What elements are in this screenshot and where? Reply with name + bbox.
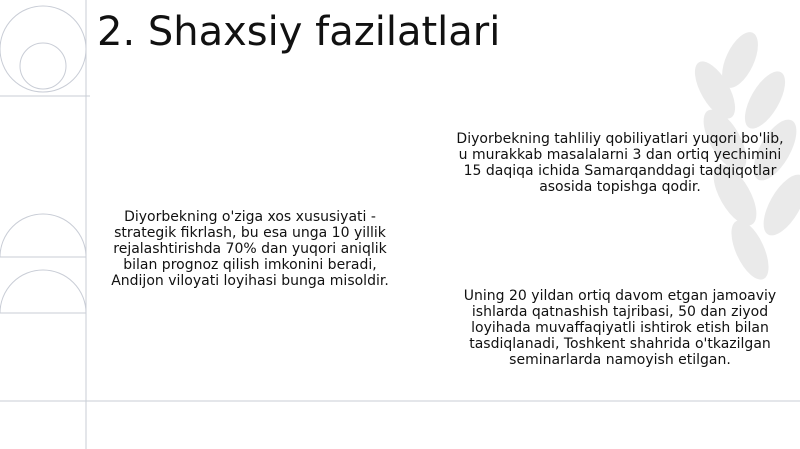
deco-arc-upper xyxy=(0,214,86,257)
paragraph-analytical-skills: Diyorbekning tahliliy qobiliyatlari yuqori bo'lib, u murakkab masalalarni 3 dan ortiq yechimini 15 daqiqa ichida Samarqanddagi tadqiqotlar asosida topishga qodir. xyxy=(456,131,784,195)
paragraph-teamwork-experience: Uning 20 yildan ortiq davom etgan jamoaviy ishlarda qatnashish tajribasi, 50 dan ziyod loyihada muvaffaqiyatli ishtirok etish bilan tasdiqlanadi, Toshkent shahrida o'tkazilgan seminarlarda namoyish etilgan. xyxy=(463,288,777,368)
slide-title: 2. Shaxsiy fazilatlari xyxy=(97,9,501,55)
paragraph-strategic-thinking: Diyorbekning o'ziga xos xususiyati - strategik fikrlash, bu esa unga 10 yillik rejalashtirishda 70% dan yuqori aniqlik bilan prognoz qilish imkonini beradi, Andijon viloyati loyihasi bunga misoldir. xyxy=(111,209,389,289)
deco-arc-lower xyxy=(0,270,86,313)
deco-circle-small xyxy=(20,43,66,89)
deco-circle-large xyxy=(0,6,86,92)
